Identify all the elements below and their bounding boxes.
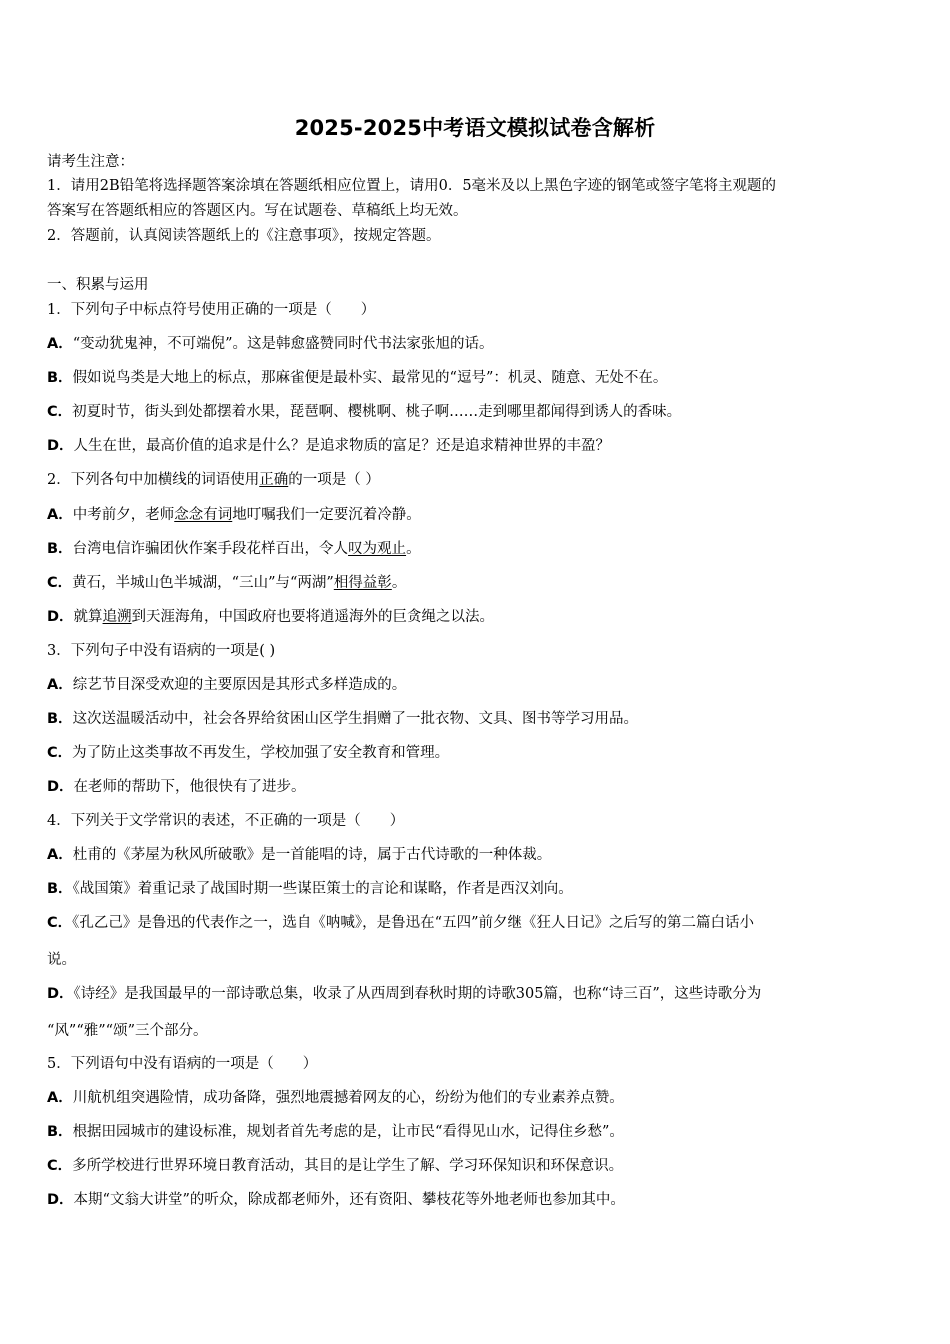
option-text: 根据田园城市的建设标准，规划者首先考虑的是，让市民“看得见山水，记得住乡愁”。	[72, 1124, 624, 1140]
question-3-option-b	[47, 709, 638, 729]
option-label: A．	[47, 847, 73, 863]
question-1-option-d	[47, 436, 610, 456]
option-label: D．	[47, 986, 74, 1002]
option-label: A．	[47, 1090, 73, 1106]
notice-item-1-line-1: 1．请用2B铅笔将选择题答案涂填在答题纸相应位置上，请用0．5毫米及以上黑色字迹的钢笔或签字笔将主观题的	[47, 178, 777, 194]
question-4-option-d	[47, 984, 761, 1004]
option-label: D．	[47, 1192, 74, 1208]
question-3-option-d	[47, 777, 306, 797]
option-text: 初夏时节，街头到处都摆着水果，琵琶啊、樱桃啊、桃子啊……走到哪里都闻得到诱人的香味。	[72, 404, 682, 420]
option-label: B．	[47, 711, 73, 727]
stem-text: 的一项是（ ）	[288, 472, 380, 488]
question-4-option-a	[47, 845, 551, 865]
stem-text: 2．下列各句中加横线的词语使用	[47, 472, 260, 488]
option-label: A．	[47, 336, 73, 352]
question-2-option-b	[47, 539, 421, 559]
option-label: D．	[47, 438, 74, 454]
option-text: 本期“文翁大讲堂”的听众，除成都老师外，还有资阳、攀枝花等外地老师也参加其中。	[73, 1192, 625, 1208]
notice-item-1-line-2: 答案写在答题纸相应的答题区内。写在试题卷、草稿纸上均无效。	[47, 203, 468, 219]
question-5-stem: 5．下列语句中没有语病的一项是（ ）	[47, 1056, 318, 1072]
option-label: C．	[47, 915, 73, 931]
question-1-option-a	[47, 334, 494, 354]
option-label: A．	[47, 677, 73, 693]
question-1-option-b	[47, 368, 667, 388]
option-text: 川航机组突遇险情，成功备降，强烈地震撼着网友的心，纷纷为他们的专业素养点赞。	[72, 1090, 624, 1106]
option-label: C．	[47, 745, 73, 761]
option-text: 黄石，半城山色半城湖，“三山”与“两湖”	[72, 575, 334, 591]
option-text: 《战国策》着重记录了战国时期一些谋臣策士的言论和谋略，作者是西汉刘向。	[72, 881, 573, 897]
option-text: 综艺节目深受欢迎的主要原因是其形式多样造成的。	[72, 677, 407, 693]
question-4-option-d-continued: “风”“雅”“颂”三个部分。	[47, 1023, 208, 1039]
question-5-option-d	[47, 1190, 625, 1210]
question-3-option-a	[47, 675, 406, 695]
question-4-option-b	[47, 879, 573, 899]
underlined-term: 念念有词	[174, 507, 233, 523]
option-label: C．	[47, 404, 73, 420]
option-label: B．	[47, 1124, 73, 1140]
question-4-option-c	[47, 913, 754, 933]
question-4-stem: 4．下列关于文学常识的表述，不正确的一项是（ ）	[47, 813, 405, 829]
option-text: 《诗经》是我国最早的一部诗歌总集，收录了从西周到春秋时期的诗歌305篇，也称“诗三百”，这些诗歌分为	[73, 986, 762, 1002]
underlined-term: 相得益彰	[333, 575, 392, 591]
option-label: C．	[47, 575, 73, 591]
question-3-stem: 3．下列句子中没有语病的一项是( )	[47, 643, 276, 659]
option-text: 就算	[73, 609, 103, 625]
option-text: 为了防止这类事故不再发生，学校加强了安全教育和管理。	[72, 745, 450, 761]
option-text: 在老师的帮助下，他很快有了进步。	[73, 779, 306, 795]
question-5-option-c	[47, 1156, 623, 1176]
option-label: B．	[47, 370, 73, 386]
option-text: “变动犹鬼神，不可端倪”。这是韩愈盛赞同时代书法家张旭的话。	[72, 336, 494, 352]
option-text: 《孔乙己》是鲁迅的代表作之一，选自《呐喊》，是鲁迅在“五四”前夕继《狂人日记》之后写的第二篇白话小	[72, 915, 754, 931]
option-text: 杜甫的《茅屋为秋风所破歌》是一首能唱的诗，属于古代诗歌的一种体裁。	[72, 847, 552, 863]
option-label: D．	[47, 779, 74, 795]
option-text: 这次送温暖活动中，社会各界给贫困山区学生捐赠了一批衣物、文具、图书等学习用品。	[72, 711, 639, 727]
option-text: 多所学校进行世界环境日教育活动，其目的是让学生了解、学习环保知识和环保意识。	[72, 1158, 624, 1174]
question-1-option-c	[47, 402, 681, 422]
option-text: 中考前夕，老师	[72, 507, 175, 523]
question-5-option-a	[47, 1088, 624, 1108]
option-label: B．	[47, 541, 73, 557]
question-1-stem: 1．下列句子中标点符号使用正确的一项是（ ）	[47, 302, 376, 318]
option-label: C．	[47, 1158, 73, 1174]
option-text: 地叮嘱我们一定要沉着冷静。	[232, 507, 421, 523]
question-2-option-a	[47, 505, 421, 525]
underlined-term: 叹为观止	[348, 541, 407, 557]
underlined-term: 追溯	[102, 609, 132, 625]
option-text: 人生在世，最高价值的追求是什么？是追求物质的富足？还是追求精神世界的丰盈？	[73, 438, 611, 454]
question-2-stem	[47, 470, 380, 490]
notice-item-2: 2．答题前，认真阅读答题纸上的《注意事项》，按规定答题。	[47, 228, 441, 244]
option-text: 。	[391, 575, 407, 591]
option-label: A．	[47, 507, 73, 523]
stem-underlined: 正确	[259, 472, 289, 488]
option-label: D．	[47, 609, 74, 625]
option-label: B．	[47, 881, 73, 897]
question-2-option-c	[47, 573, 406, 593]
option-text: 假如说鸟类是大地上的标点，那麻雀便是最朴实、最常见的“逗号”：机灵、随意、无处不在。	[72, 370, 668, 386]
question-3-option-c	[47, 743, 449, 763]
page-title: 2025-2025中考语文模拟试卷含解析	[294, 116, 656, 140]
option-text: 台湾电信诈骗团伙作案手段花样百出，令人	[72, 541, 349, 557]
notice-heading: 请考生注意：	[47, 154, 134, 170]
option-text: 到天涯海角，中国政府也要将逍遥海外的巨贪绳之以法。	[131, 609, 495, 625]
question-4-option-c-continued: 说。	[47, 952, 76, 968]
option-text: 。	[406, 541, 421, 557]
section-heading: 一、积累与运用	[47, 277, 149, 293]
question-2-option-d	[47, 607, 494, 627]
question-5-option-b	[47, 1122, 624, 1142]
